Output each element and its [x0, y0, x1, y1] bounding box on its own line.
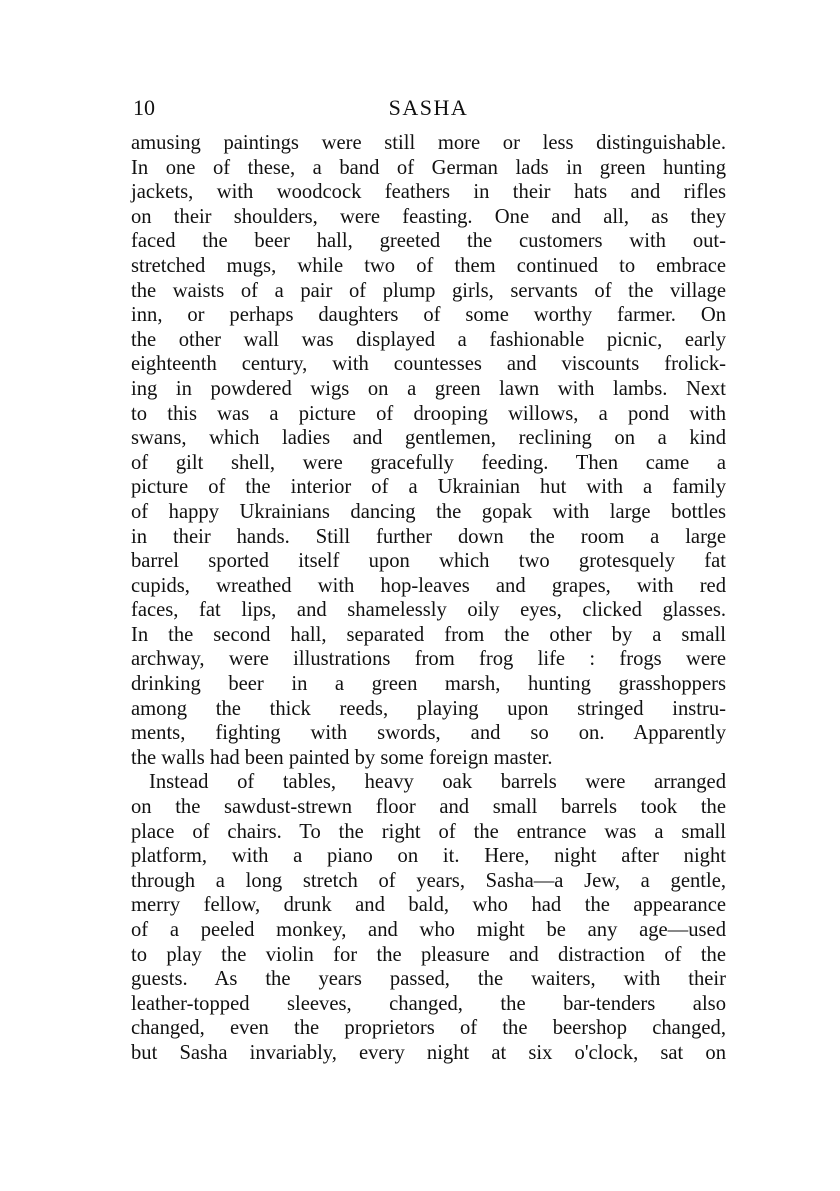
text-line: on their shoulders, were feasting. One and all, as they	[131, 205, 726, 228]
text-line: stretched mugs, while two of them continued to embrace	[131, 254, 726, 277]
text-line: of gilt shell, were gracefully feeding. Then came a	[131, 451, 726, 474]
text-line: changed, even the proprietors of the beershop changed,	[131, 1017, 726, 1040]
text-line: to play the violin for the pleasure and distraction of the	[131, 943, 726, 966]
text-line: place of chairs. To the right of the entrance was a small	[131, 820, 726, 843]
text-line: on the sawdust-strewn floor and small barrels took the	[131, 796, 726, 819]
text-line: swans, which ladies and gentlemen, reclining on a kind	[131, 427, 726, 450]
text-line: leather-topped sleeves, changed, the bar-tenders also	[131, 992, 726, 1015]
page-number: 10	[133, 95, 155, 120]
text-line: of happy Ukrainians dancing the gopak with large bottles	[131, 500, 726, 523]
text-line: picture of the interior of a Ukrainian hut with a family	[131, 476, 726, 499]
text-line: faces, fat lips, and shamelessly oily eyes, clicked glasses.	[131, 599, 726, 622]
text-line: inn, or perhaps daughters of some worthy farmer. On	[131, 304, 726, 327]
text-line: drinking beer in a green marsh, hunting grasshoppers	[131, 673, 726, 696]
text-line: platform, with a piano on it. Here, night after night	[131, 845, 726, 868]
text-line: the walls had been painted by some foreign master.	[131, 746, 553, 769]
text-line: amusing paintings were still more or less distinguishable.	[131, 132, 726, 154]
book-page	[131, 93, 726, 1066]
text-line: ments, fighting with swords, and so on. Apparently	[131, 722, 726, 745]
text-line: jackets, with woodcock feathers in their hats and rifles	[131, 181, 726, 204]
text-line: ing in powdered wigs on a green lawn with lambs. Next	[131, 377, 726, 400]
paragraph	[131, 770, 726, 1065]
text-line: but Sasha invariably, every night at six o'clock, sat on	[131, 1041, 726, 1064]
text-line: in their hands. Still further down the room a large	[131, 525, 726, 548]
text-line: the waists of a pair of plump girls, servants of the village	[131, 279, 726, 302]
running-title: SASHA	[388, 95, 469, 120]
text-line: to this was a picture of drooping willows, a pond with	[131, 402, 726, 425]
paragraph	[131, 131, 726, 770]
text-line: guests. As the years passed, the waiters, with their	[131, 968, 726, 991]
text-line: barrel sported itself upon which two grotesquely fat	[131, 550, 726, 573]
text-line: through a long stretch of years, Sasha—a Jew, a gentle,	[131, 869, 726, 892]
text-line: of a peeled monkey, and who might be any age—used	[131, 919, 726, 941]
text-line: eighteenth century, with countesses and viscounts frolick-	[131, 353, 726, 376]
text-line: faced the beer hall, greeted the customers with out-	[131, 230, 726, 253]
text-line: Instead of tables, heavy oak barrels were arranged	[149, 771, 726, 794]
page-header	[131, 93, 726, 123]
text-line: cupids, wreathed with hop-leaves and grapes, with red	[131, 574, 726, 597]
text-line: In one of these, a band of German lads in green hunting	[131, 156, 726, 179]
text-line: among the thick reeds, playing upon stringed instru-	[131, 697, 726, 720]
text-line: In the second hall, separated from the other by a small	[131, 623, 726, 646]
body-text	[131, 131, 726, 1066]
text-line: archway, were illustrations from frog life : frogs were	[131, 648, 726, 671]
text-line: merry fellow, drunk and bald, who had the appearance	[131, 894, 726, 917]
text-line: the other wall was displayed a fashionable picnic, early	[131, 328, 726, 351]
